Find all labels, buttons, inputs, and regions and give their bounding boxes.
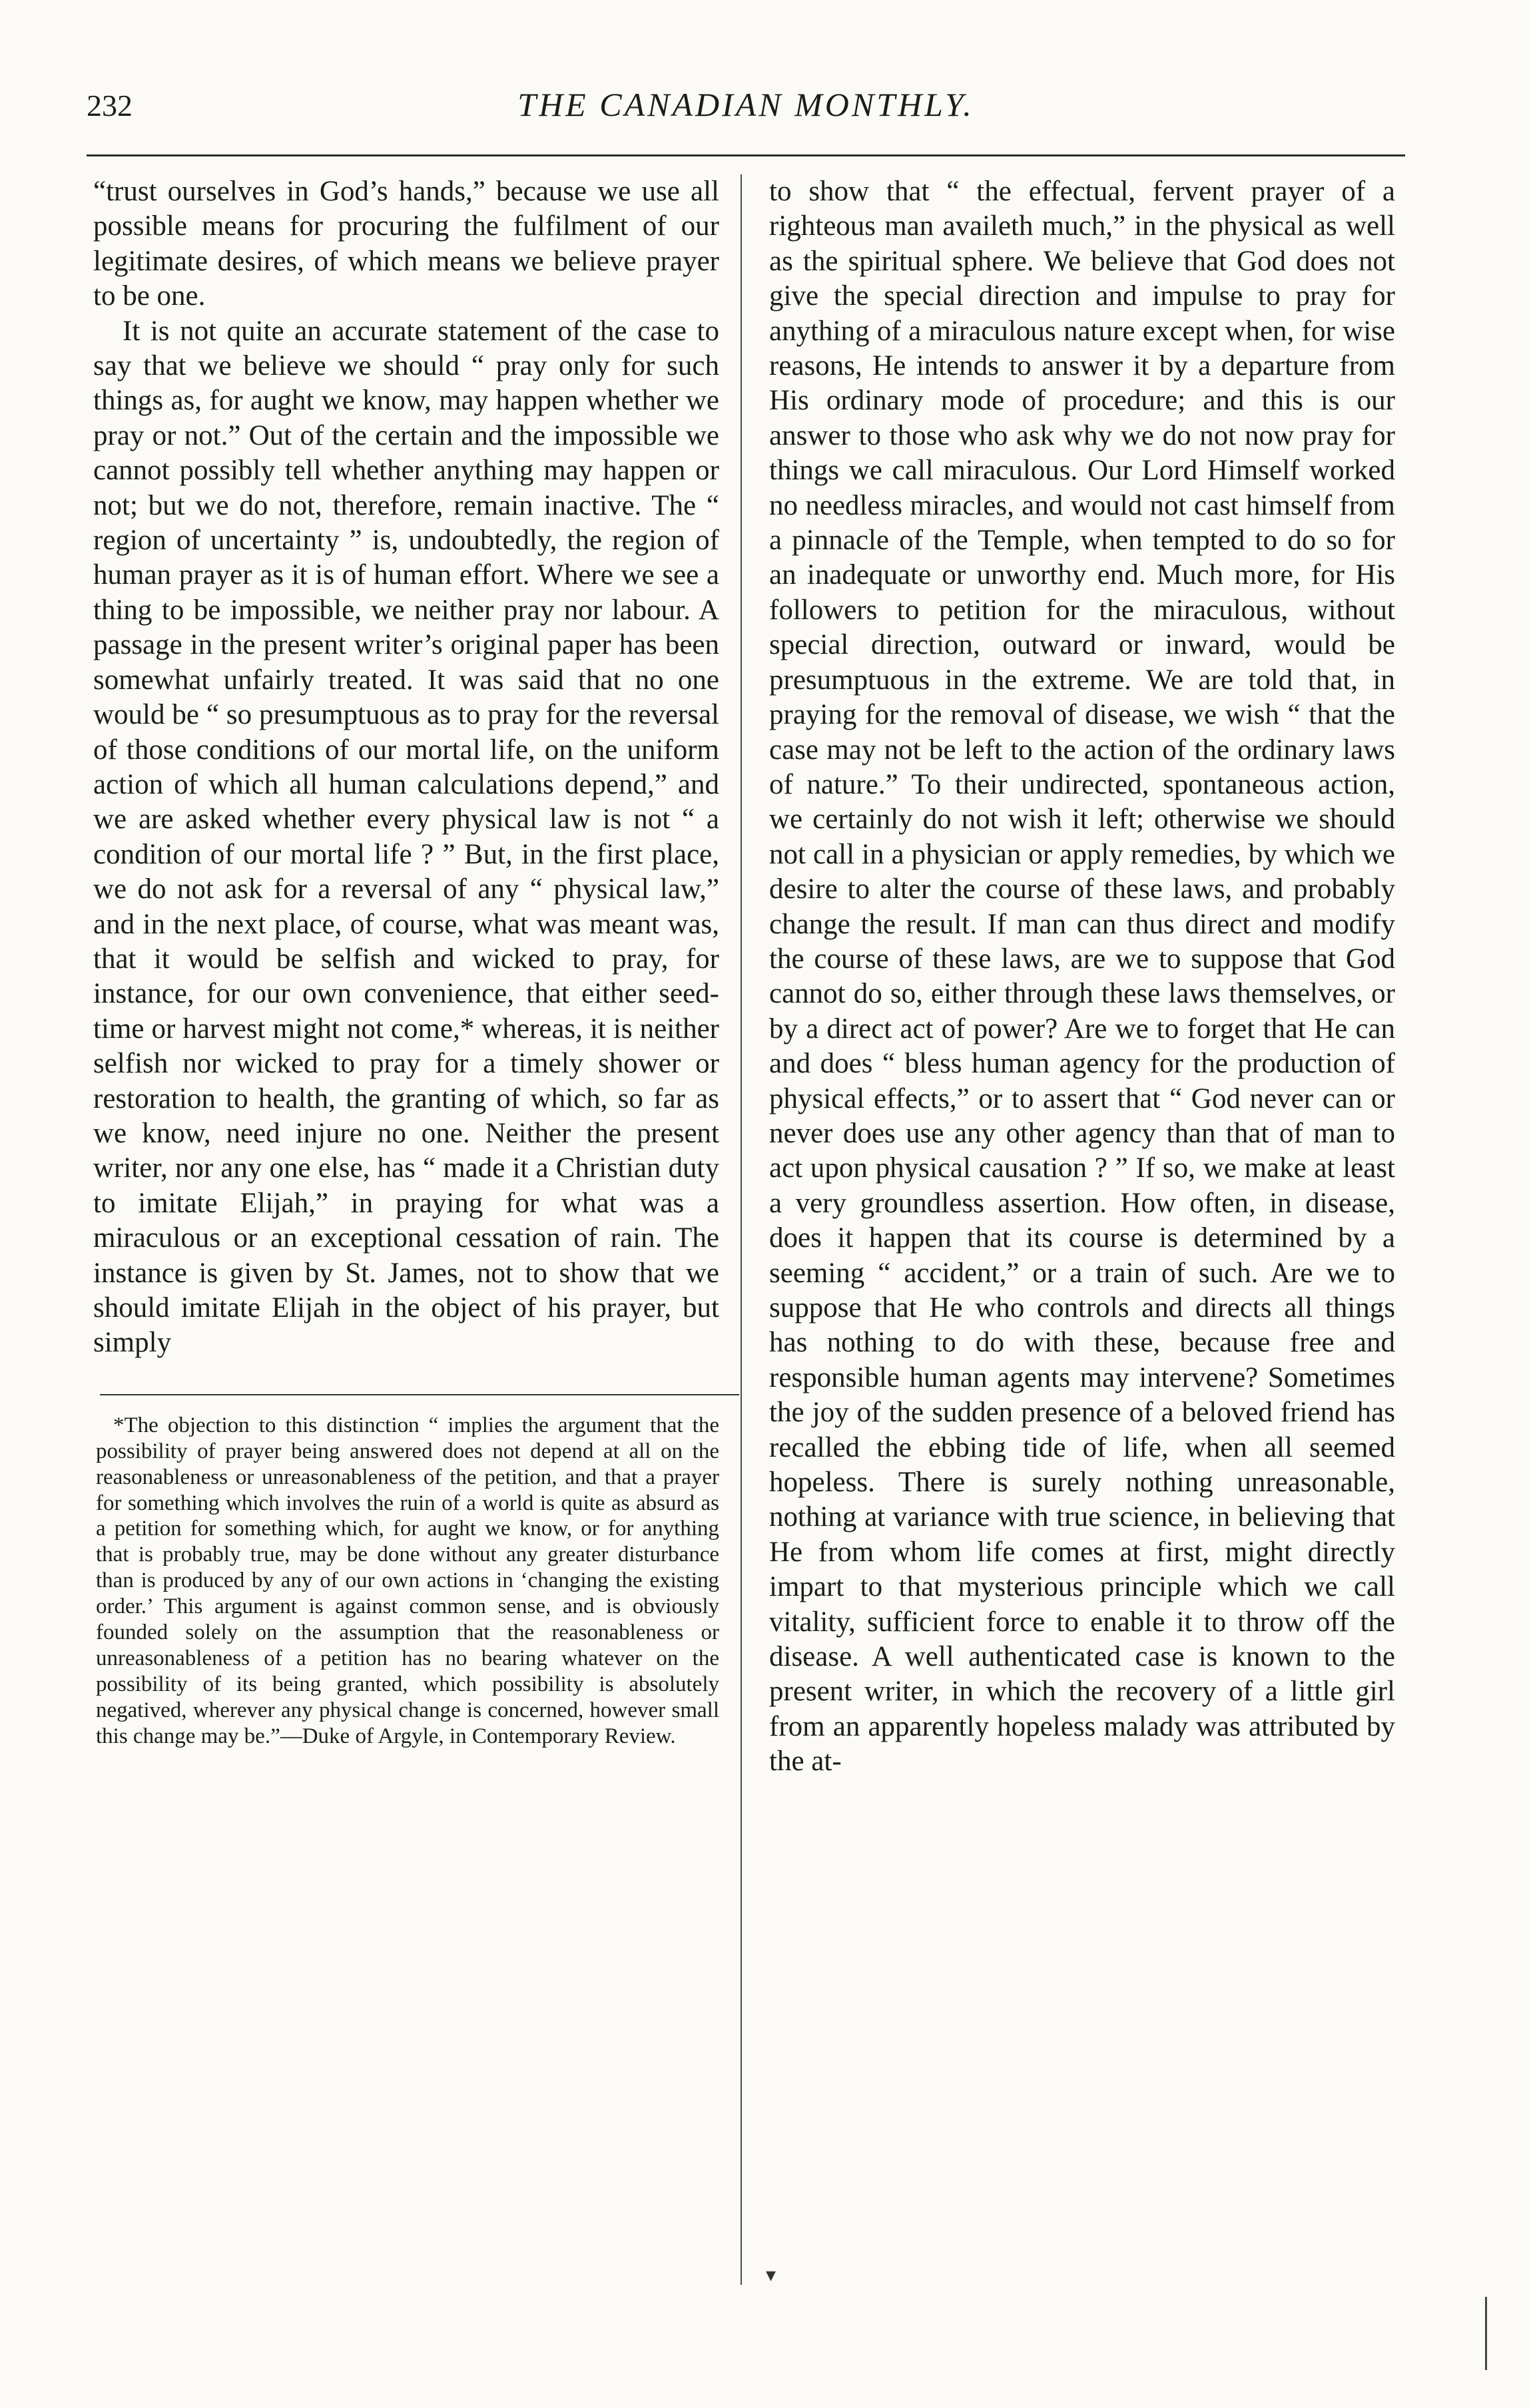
page-header	[87, 79, 1405, 152]
printer-mark: ▾	[766, 2264, 776, 2286]
running-head: THE CANADIAN MONTHLY.	[517, 86, 974, 123]
footnote	[93, 1413, 719, 1750]
left-paragraph-1: “trust ourselves in God’s hands,” because we use all possible means for procuring the fulfilment of our legitimate desires, of which means we believe prayer to be one.	[93, 176, 719, 312]
page-number: 232	[87, 89, 133, 122]
footnote-text: *The objection to this distinction “ implies the argument that the possibility of prayer being answered does not depend at all on the reasonableness or unreasonableness of the petition, and that a prayer for something which involves the ruin of a world is quite as absurd as a petition for something which, for aught we know, or for anything that is probably true, may be done without any greater disturbance than is produced by any of our own actions in ‘changing the existing order.’ This argument is against common sense, and is obviously founded solely on the assumption that the reasonableness or unreasonableness of a petition has no bearing whatever on the possibility of its being granted, which possibility is absolutely negatived, wherever any physical change is concerned, however small this change may be.”—Duke of Argyle, in Contemporary Review.	[96, 1413, 719, 1748]
scan-edge-mark	[1485, 2297, 1487, 2370]
left-paragraph-2: It is not quite an accurate statement of the case to say that we believe we should “ pray only for such things as, for aught we know, may happen whether we pray or not.” Out of the certain and the impossible we cannot possibly tell whether anything may happen or not; but we do not, therefore, remain inactive. The “ region of uncertainty ” is, undoubtedly, the region of human prayer as it is of human effort. Where we see a thing to be impossible, we neither pray nor labour. A passage in the present writer’s original paper has been somewhat unfairly treated. It was said that no one would be “ so presumptuous as to pray for the reversal of those conditions of our mortal life, on the uniform action of which all human calculations depend,” and we are asked whether every physical law is not “ a condition of our mortal life ? ” But, in the first place, we do not ask for a reversal of any “ physical law,” and in the next place, of course, what was meant was, that it would be selfish and wicked to pray, for instance, for our own convenience, that either seed-time or harvest might not come,* whereas, it is neither selfish nor wicked to pray for a timely shower or restoration to health, the granting of which, so far as we know, need injure no one. Neither the present writer, nor any one else, has “ made it a Christian duty to imitate Elijah,” in praying for what was a miraculous or an exceptional cessation of rain. The instance is given by St. James, not to show that we should imitate Elijah in the object of his prayer, but simply	[93, 315, 719, 1359]
right-column	[769, 174, 1395, 1780]
column-divider	[741, 174, 742, 2285]
footnote-rule	[100, 1394, 739, 1395]
header-rule	[87, 154, 1405, 156]
right-paragraph-1: to show that “ the effectual, fervent prayer of a righteous man availeth much,” in the physical as well as the spiritual sphere. We believe that God does not give the special direction and impulse to pray for anything of a miraculous nature except when, for wise reasons, He intends to answer it by a departure from His ordinary mode of procedure; and this is our answer to those who ask why we do not now pray for things we call miraculous. Our Lord Himself worked no needless miracles, and would not cast himself from a pinnacle of the Temple, when tempted to do so for an inadequate or unworthy end. Much more, for His followers to petition for the miraculous, without special direction, outward or inward, would be presumptuous in the extreme. We are told that, in praying for the removal of disease, we wish “ that the case may not be left to the action of the ordinary laws of nature.” To their undirected, spontaneous action, we certainly do not wish it left; otherwise we should not call in a physician or apply remedies, by which we desire to alter the course of these laws, and probably change the result. If man can thus direct and modify the course of these laws, are we to suppose that God cannot do so, either through these laws themselves, or by a direct act of power? Are we to forget that He can and does “ bless human agency for the production of physical effects,” or to assert that “ God never can or never does use any other agency than that of man to act upon physical causation ? ” If so, we make at least a very groundless assertion. How often, in disease, does it happen that its course is determined by a seeming “ accident,” or a train of such. Are we to suppose that He who controls and directs all things has nothing to do with these, because free and responsible human agents may intervene? Sometimes the joy of the sudden presence of a beloved friend has recalled the ebbing tide of life, when all seemed hopeless. There is surely nothing unreasonable, nothing at variance with true science, in believing that He from whom life comes at first, might directly impart to that mysterious principle which we call vitality, sufficient force to enable it to throw off the disease. A well authenticated case is known to the present writer, in which the recovery of a little girl from an apparently hopeless malady was attributed by the at-	[769, 176, 1395, 1778]
left-column	[93, 174, 719, 1750]
